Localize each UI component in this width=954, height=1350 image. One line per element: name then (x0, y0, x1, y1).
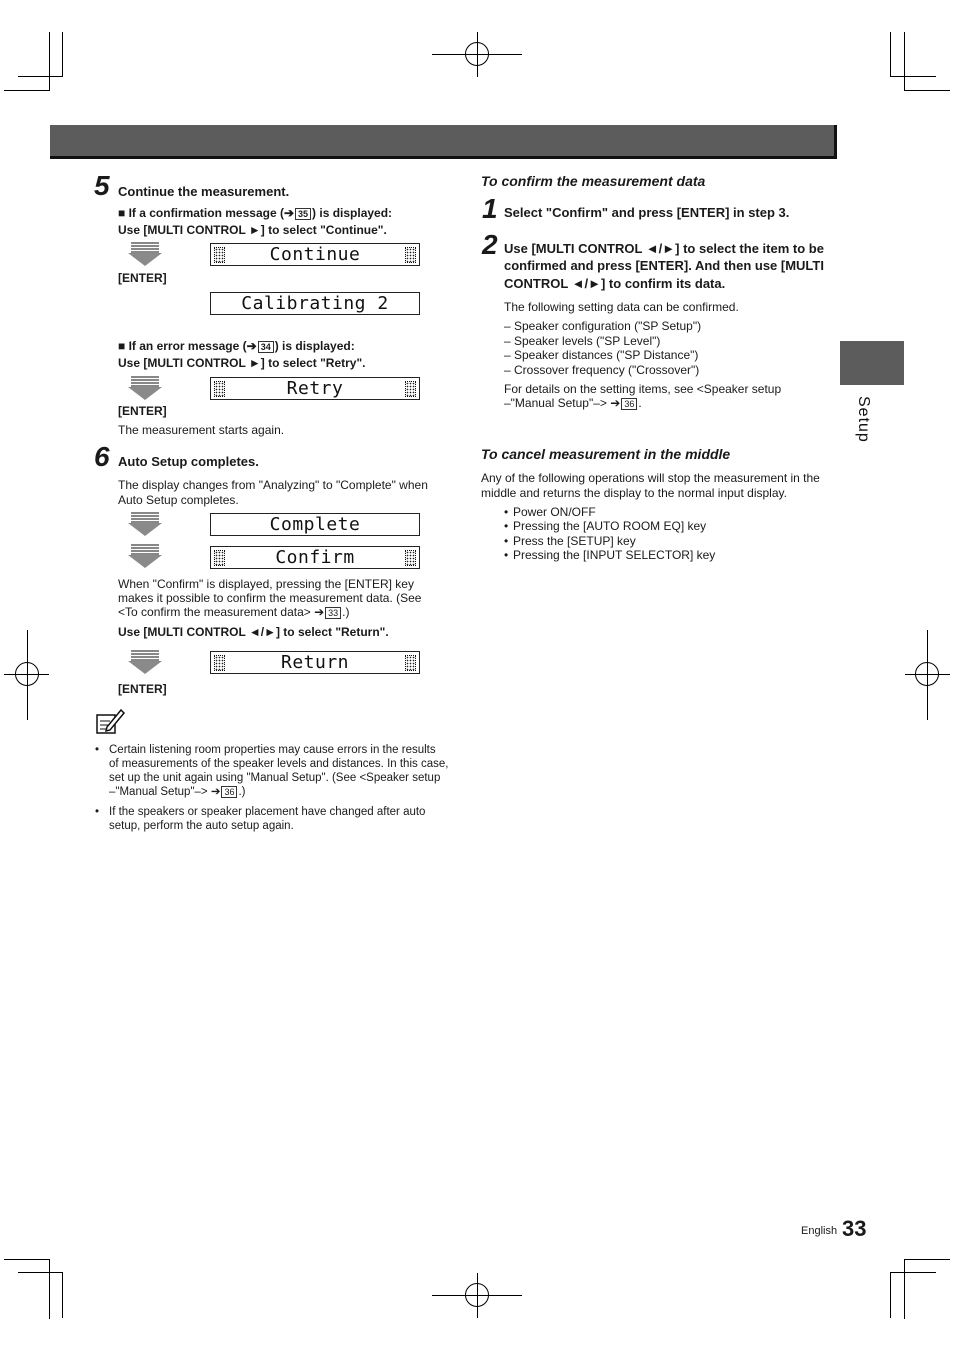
confirm-intro: ■ If a confirmation message (➔ (118, 206, 295, 220)
lcd-block-icon (405, 247, 416, 263)
crop-mark (904, 32, 905, 90)
cancel-item: Pressing the [INPUT SELECTOR] key (513, 548, 716, 562)
down-arrow-icon (128, 242, 162, 270)
bullet-dot: • (504, 534, 509, 548)
page-number: 33 (842, 1216, 867, 1241)
step-number: 6 (94, 441, 110, 472)
step-text: CONTROL ◄/►] to confirm its data. (504, 276, 726, 291)
registration-circle (915, 662, 939, 686)
lcd-block-icon (405, 655, 416, 671)
bullet-dot: • (504, 548, 509, 562)
confirm-note: makes it possible to confirm the measurement data. (See (118, 591, 422, 605)
note-pencil-icon (95, 707, 125, 735)
crop-mark (4, 1259, 50, 1260)
crop-mark (890, 1272, 891, 1318)
confirm-note (118, 605, 350, 619)
can-confirm-text: The following setting data can be confirmed. (504, 300, 739, 314)
cancel-item: Press the [SETUP] key (513, 534, 636, 548)
page-ref[interactable]: 36 (621, 398, 637, 410)
note-text: setup, perform the auto setup again. (109, 820, 294, 832)
crop-mark (904, 1259, 950, 1260)
step-text: confirmed and press [ENTER]. And then use [MULTI (504, 258, 824, 273)
note-text: of measurements of the speaker levels and distances. In this case, (109, 758, 449, 770)
lcd-display (210, 513, 420, 536)
details-text (504, 396, 642, 410)
lcd-text: Complete (269, 514, 361, 535)
registration-circle (15, 662, 39, 686)
crop-mark (4, 90, 50, 91)
step-title: Auto Setup completes. (118, 454, 259, 469)
page-ref[interactable]: 36 (221, 786, 237, 798)
use-return: Use [MULTI CONTROL ◄/►] to select "Return". (118, 625, 389, 639)
footer-language: English (801, 1225, 838, 1237)
lcd-text: Confirm (275, 547, 355, 568)
confirm-heading: To confirm the measurement data (481, 173, 706, 189)
page-ref[interactable]: 34 (258, 341, 274, 353)
side-tab (840, 341, 904, 385)
crop-mark (904, 1259, 905, 1319)
crop-mark (62, 32, 63, 77)
step-text: Use [MULTI CONTROL ◄/►] to select the item to be (504, 241, 824, 256)
enter-label: [ENTER] (118, 682, 167, 696)
crop-mark (890, 1272, 936, 1273)
cancel-item: Pressing the [AUTO ROOM EQ] key (513, 519, 707, 533)
note-text: set up the unit again using "Manual Setup". (See <Speaker setup (109, 772, 441, 784)
error-intro: ■ If an error message (➔ (118, 339, 257, 353)
bullet-dot: • (504, 519, 509, 533)
note-text-end: .) (238, 786, 246, 798)
details-text-end: . (638, 396, 642, 410)
lcd-display (210, 243, 420, 266)
down-arrow-icon (128, 650, 162, 678)
lcd-text: Calibrating 2 (241, 293, 389, 314)
lcd-text: Continue (269, 244, 361, 265)
lcd-block-icon (405, 381, 416, 397)
step-text: Select "Confirm" and press [ENTER] in step 3. (504, 205, 790, 220)
details-text: For details on the setting items, see <Speaker setup (504, 382, 782, 396)
error-use: Use [MULTI CONTROL ►] to select "Retry". (118, 356, 366, 370)
confirm-note-text: <To confirm the measurement data> ➔ (118, 605, 325, 619)
side-label: Setup (855, 396, 872, 443)
error-message-line (118, 339, 355, 353)
crop-mark (904, 90, 950, 91)
restart-text: The measurement starts again. (118, 423, 285, 437)
bullet-dot: • (504, 505, 509, 519)
registration-circle (465, 42, 489, 66)
lcd-display (210, 651, 420, 674)
note-bullet: • (95, 744, 100, 756)
crop-mark (49, 1259, 50, 1319)
note-text-part: –"Manual Setup"–> ➔ (109, 786, 221, 798)
lcd-text: Return (280, 652, 350, 673)
step-number: 5 (94, 170, 110, 201)
crop-mark (890, 32, 891, 77)
list-item: – Speaker distances ("SP Distance") (504, 348, 699, 362)
page-ref[interactable]: 35 (295, 208, 311, 220)
note-text (109, 785, 246, 800)
step-number: 1 (482, 193, 498, 224)
crop-mark (62, 1272, 63, 1318)
step-number: 2 (482, 229, 498, 260)
cancel-heading: To cancel measurement in the middle (481, 446, 731, 462)
cancel-text: middle and returns the display to the normal input display. (481, 486, 787, 500)
step-description: Auto Setup completes. (118, 493, 239, 507)
down-arrow-icon (128, 544, 162, 572)
lcd-text: Retry (286, 378, 344, 399)
crop-mark (890, 76, 936, 77)
cancel-item: Power ON/OFF (513, 505, 596, 519)
lcd-display (210, 377, 420, 400)
error-suffix: ) is displayed: (274, 339, 355, 353)
down-arrow-icon (128, 512, 162, 540)
details-text-part: –"Manual Setup"–> ➔ (504, 396, 621, 410)
enter-label: [ENTER] (118, 404, 167, 418)
crop-mark (49, 32, 50, 90)
confirm-message-line (118, 206, 392, 220)
note-text: If the speakers or speaker placement have changed after auto (109, 806, 426, 818)
lcd-display (210, 292, 420, 315)
confirm-suffix: ) is displayed: (312, 206, 393, 220)
lcd-block-icon (405, 550, 416, 566)
step-description: The display changes from "Analyzing" to "Complete" when (118, 478, 428, 492)
page-ref[interactable]: 33 (325, 607, 341, 619)
registration-circle (465, 1283, 489, 1307)
note-text: Certain listening room properties may cause errors in the results (109, 744, 436, 756)
list-item: – Speaker configuration ("SP Setup") (504, 319, 702, 333)
note-bullet: • (95, 806, 100, 818)
crop-mark (18, 1272, 63, 1273)
lcd-display (210, 546, 420, 569)
down-arrow-icon (128, 376, 162, 404)
confirm-note-end: .) (342, 605, 350, 619)
enter-label: [ENTER] (118, 271, 167, 285)
crop-mark (18, 76, 63, 77)
list-item: – Crossover frequency ("Crossover") (504, 363, 700, 377)
confirm-note: When "Confirm" is displayed, pressing the [ENTER] key (118, 577, 414, 591)
section-header-bar (50, 125, 837, 159)
cancel-text: Any of the following operations will stop the measurement in the (481, 471, 820, 485)
step-title: Continue the measurement. (118, 184, 290, 199)
list-item: – Speaker levels ("SP Level") (504, 334, 661, 348)
confirm-use: Use [MULTI CONTROL ►] to select "Continue". (118, 223, 387, 237)
